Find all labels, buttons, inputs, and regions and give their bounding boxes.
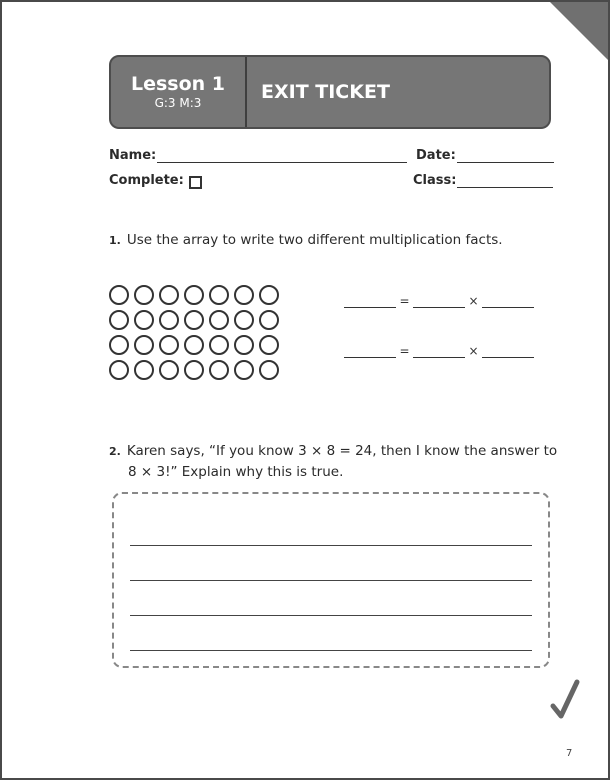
array-circle xyxy=(110,311,128,329)
array-circle xyxy=(210,311,228,329)
question-1-number: 1. xyxy=(109,234,121,247)
exit-ticket-header xyxy=(109,55,551,129)
array-circle xyxy=(210,286,228,304)
array-circle xyxy=(260,286,278,304)
array-circle xyxy=(160,336,178,354)
array-circle xyxy=(235,311,253,329)
array-circle xyxy=(135,286,153,304)
question-2-number: 2. xyxy=(109,445,121,458)
answer-line[interactable] xyxy=(130,580,532,581)
question-1 xyxy=(109,230,503,251)
fact-1-product-blank[interactable] xyxy=(344,297,396,308)
fact-1-factor-b-blank[interactable] xyxy=(482,297,534,308)
date-line[interactable] xyxy=(457,148,554,163)
array-circle xyxy=(135,311,153,329)
name-date-row xyxy=(109,148,553,168)
date-field[interactable] xyxy=(416,148,554,163)
fact-2-factor-a-blank[interactable] xyxy=(413,347,465,358)
array-circle xyxy=(260,336,278,354)
array-circle xyxy=(110,336,128,354)
array-circle xyxy=(235,286,253,304)
name-field[interactable] xyxy=(109,148,407,163)
class-label: Class: xyxy=(413,173,457,188)
array-circle xyxy=(210,336,228,354)
array-circle xyxy=(260,311,278,329)
array-circle xyxy=(185,311,203,329)
answer-line[interactable] xyxy=(130,545,532,546)
question-2 xyxy=(109,441,557,482)
array-circle xyxy=(185,336,203,354)
question-1-text: Use the array to write two different multiplication facts. xyxy=(126,232,503,248)
array-circle xyxy=(135,336,153,354)
array-circle xyxy=(185,361,203,379)
answer-line[interactable] xyxy=(130,615,532,616)
class-line[interactable] xyxy=(457,173,553,188)
complete-field xyxy=(109,173,202,188)
array-circle xyxy=(110,286,128,304)
fact-2-factor-b-blank[interactable] xyxy=(482,347,534,358)
answer-line[interactable] xyxy=(130,650,532,651)
lesson-block xyxy=(111,57,247,127)
array-circle xyxy=(260,361,278,379)
question-2-line-1: Karen says, “If you know 3 × 8 = 24, then I know the answer to xyxy=(126,443,558,459)
fact-1-factor-a-blank[interactable] xyxy=(413,297,465,308)
name-line[interactable] xyxy=(157,148,407,163)
array-circle xyxy=(210,361,228,379)
circle-array xyxy=(109,285,284,385)
array-circle xyxy=(235,336,253,354)
class-field[interactable] xyxy=(413,173,553,188)
array-circle xyxy=(160,361,178,379)
array-circle xyxy=(235,361,253,379)
fact-row-1 xyxy=(344,292,534,308)
equals-sign: = xyxy=(399,344,410,358)
page-number: 7 xyxy=(566,748,573,759)
question-2-line-2: 8 × 3!” Explain why this is true. xyxy=(128,464,344,480)
array-circle xyxy=(135,361,153,379)
fact-2-product-blank[interactable] xyxy=(344,347,396,358)
complete-label: Complete: xyxy=(109,173,184,188)
array-circle xyxy=(160,286,178,304)
equals-sign: = xyxy=(399,294,410,308)
array-circle xyxy=(160,311,178,329)
times-sign: × xyxy=(468,294,479,308)
complete-class-row xyxy=(109,173,553,193)
lesson-code: G:3 M:3 xyxy=(154,96,202,110)
lesson-title: Lesson 1 xyxy=(130,73,226,95)
array-circle xyxy=(185,286,203,304)
times-sign: × xyxy=(468,344,479,358)
checkmark-icon xyxy=(548,678,582,722)
array-circle xyxy=(110,361,128,379)
complete-checkbox[interactable] xyxy=(189,176,202,189)
fact-row-2 xyxy=(344,342,534,358)
corner-tab-icon xyxy=(550,2,608,60)
date-label: Date: xyxy=(416,148,456,163)
name-label: Name: xyxy=(109,148,157,163)
ticket-title: EXIT TICKET xyxy=(261,81,390,103)
